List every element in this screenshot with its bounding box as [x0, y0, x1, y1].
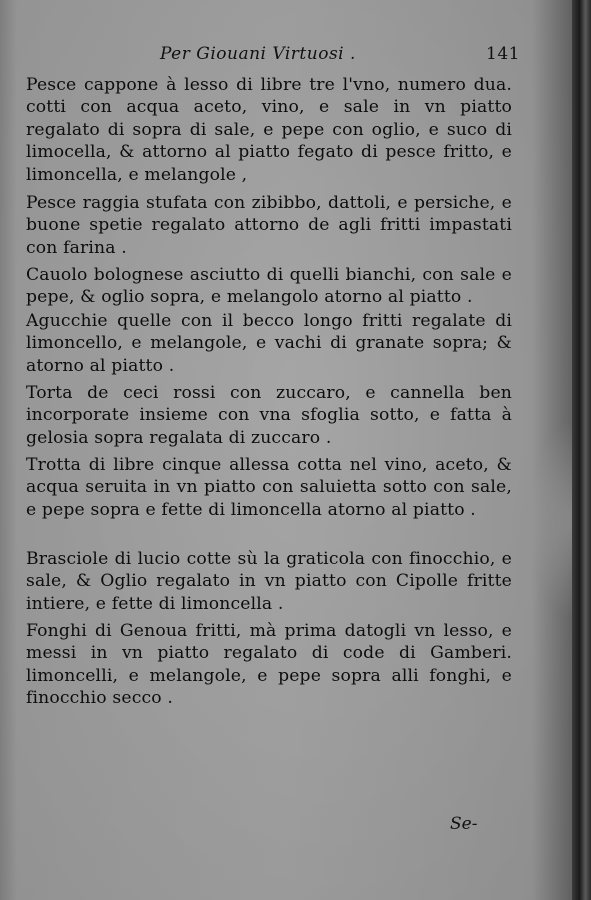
page-number: 141	[486, 44, 520, 64]
recipe-entry: Pesce raggia stufata con zibibbo, dattoli, e persiche, e buone spetie regalato attorno de agli fritti impastati con farina .	[26, 193, 512, 258]
recipe-entry: Cauolo bolognese asciutto di quelli bianchi, con sale e pepe, & oglio sopra, e melangolo atorno al piatto .	[26, 265, 512, 308]
book-gutter	[572, 0, 591, 900]
catchword: Se-	[450, 814, 478, 834]
recipe-entry: Fonghi di Genoua fritti, mà prima datogli vn lesso, e messi in vn piatto regalato di code di Gamberi. limoncelli, e melangole, e pepe sopra alli fonghi, e finocchio secco .	[26, 621, 512, 709]
recipe-entry: Pesce cappone à lesso di libre tre l'vno, numero dua. cotti con acqua aceto, vino, e sale in vn piatto regalato di sopra di sale, e pepe con oglio, e suco di limocella, & attorno al piatto fegato di pesce fritto, e limoncella, e melangole ,	[26, 75, 512, 185]
recipe-entry: Agucchie quelle con il becco longo fritti regalate di limoncello, e melangole, e vachi di granate sopra; & atorno al piatto .	[26, 311, 512, 376]
running-head-title: Per Giouani Virtuosi .	[160, 44, 356, 64]
recipe-entry: Trotta di libre cinque allessa cotta nel vino, aceto, & acqua seruita in vn piatto con saluietta sotto con sale, e pepe sopra e fette di limoncella atorno al piatto .	[26, 455, 512, 520]
running-head	[160, 44, 520, 66]
recipe-entry: Brasciole di lucio cotte sù la graticola con finocchio, e sale, & Oglio regalato in vn piatto con Cipolle fritte intiere, e fette di limoncella .	[26, 549, 512, 614]
recipe-entry: Torta de ceci rossi con zuccaro, e cannella ben incorporate insieme con vna sfoglia sotto, e fatta à gelosia sopra regalata di zuccaro .	[26, 383, 512, 448]
